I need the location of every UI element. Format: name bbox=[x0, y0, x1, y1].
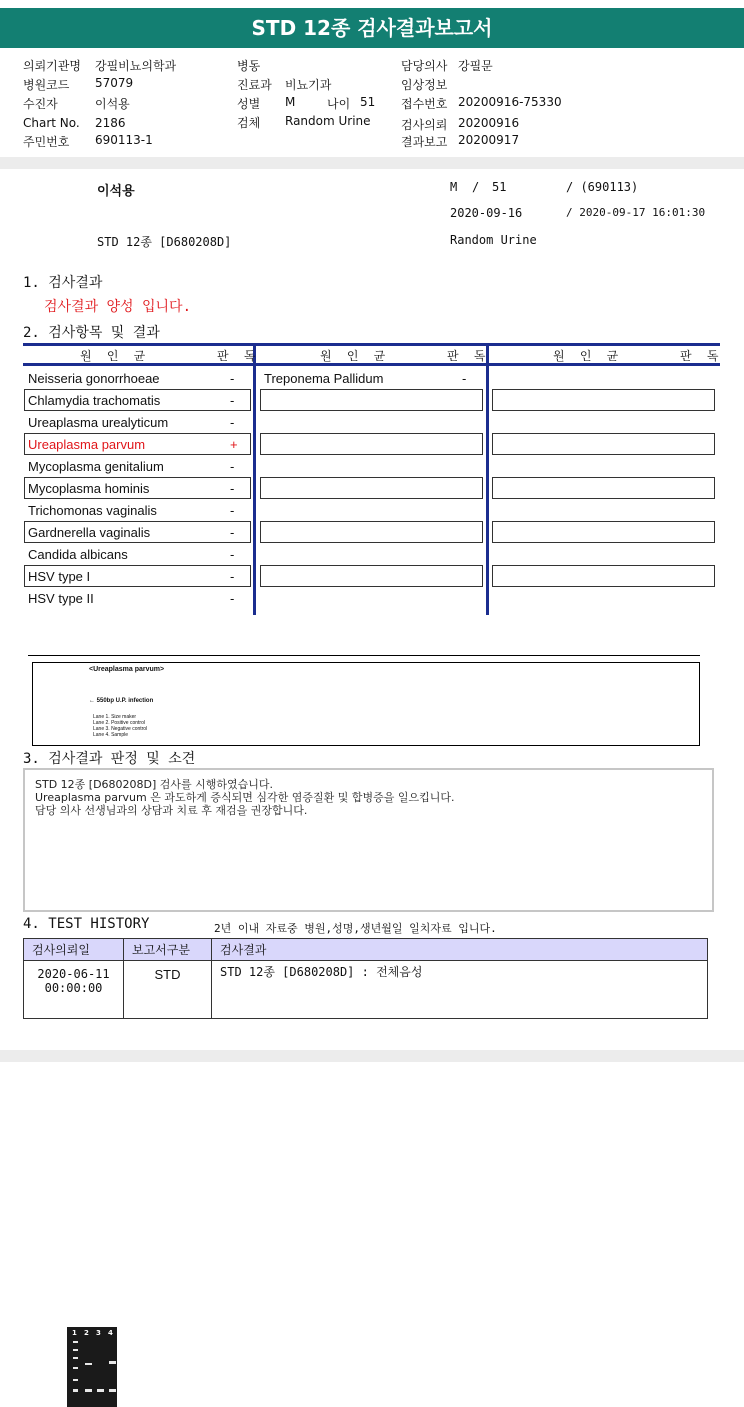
pathogen-name: Treponema Pallidum bbox=[264, 371, 384, 386]
col3-label-4: 결과보고 bbox=[401, 135, 448, 149]
row-box-col2 bbox=[260, 565, 483, 587]
col3-label-3: 검사의뢰 bbox=[401, 118, 448, 132]
gel-band bbox=[73, 1341, 78, 1343]
pathogen-name: Ureaplasma urealyticum bbox=[28, 415, 169, 430]
gel-legend-item: Lane 2. Positive control bbox=[93, 720, 145, 726]
pathogen-result: - bbox=[230, 393, 235, 408]
patient-age: 51 bbox=[492, 180, 507, 194]
col1-label-2: 수진자 bbox=[23, 97, 58, 111]
age-value: 51 bbox=[360, 95, 376, 109]
pathogen-result: - bbox=[230, 591, 235, 606]
age-label: 나이 bbox=[327, 97, 351, 111]
pathogen-result: - bbox=[230, 415, 235, 430]
history-table bbox=[23, 938, 708, 1019]
col3-label-1: 임상정보 bbox=[401, 78, 448, 92]
col1-value-4: 690113-1 bbox=[95, 133, 153, 147]
pathogen-result: - bbox=[230, 459, 235, 474]
col1-label-4: 주민번호 bbox=[23, 135, 70, 149]
grid-top-line bbox=[23, 343, 720, 346]
col2-value-1: 비뇨기과 bbox=[285, 78, 332, 92]
gel-title: <Ureaplasma parvum> bbox=[89, 666, 165, 673]
gel-band bbox=[73, 1389, 78, 1392]
patient-sex: M bbox=[450, 180, 458, 194]
col1-value-1: 57079 bbox=[95, 76, 134, 90]
section3-title: 3. 검사결과 판정 및 소견 bbox=[23, 751, 196, 767]
history-note: 2년 이내 자료중 병원,성명,생년월일 일치자료 입니다. bbox=[214, 922, 497, 935]
gel-band bbox=[109, 1389, 116, 1392]
gel-band bbox=[85, 1389, 92, 1392]
history-header-date: 검사의뢰일 bbox=[24, 939, 124, 961]
test-name: STD 12종 [D680208D] bbox=[97, 235, 232, 249]
col3-label-0: 담당의사 bbox=[401, 59, 448, 73]
request-date: 2020-09-16 bbox=[450, 206, 523, 220]
col1-label-0: 의뢰기관명 bbox=[23, 59, 81, 73]
col-judge-2: 판 독 bbox=[447, 349, 490, 363]
col-judge-1: 판 독 bbox=[217, 349, 260, 363]
gel-band bbox=[109, 1361, 116, 1364]
row-box-col3 bbox=[492, 565, 715, 587]
report-title: STD 12종 검사결과보고서 bbox=[0, 8, 744, 48]
col-judge-3: 판 독 bbox=[680, 349, 723, 363]
pathogen-name: Neisseria gonorrhoeae bbox=[28, 371, 160, 386]
col3-value-0: 강필문 bbox=[458, 59, 493, 73]
pathogen-result: - bbox=[230, 371, 235, 386]
history-time: 00:00:00 bbox=[44, 981, 103, 995]
section1-title: 1. 검사결과 bbox=[23, 275, 103, 291]
pathogen-result: - bbox=[462, 371, 467, 386]
comment-box bbox=[23, 768, 714, 912]
pathogen-name: Gardnerella vaginalis bbox=[28, 525, 151, 540]
gel-band bbox=[85, 1363, 92, 1365]
pathogen-result: - bbox=[230, 547, 235, 562]
row-box-col2 bbox=[260, 477, 483, 499]
col2-label-3: 검체 bbox=[237, 116, 261, 130]
col-pathogen-2: 원 인 균 bbox=[320, 349, 390, 363]
patient-name: 이석용 bbox=[97, 184, 135, 199]
gel-band bbox=[97, 1389, 104, 1392]
pathogen-result: - bbox=[230, 481, 235, 496]
pathogen-name: Trichomonas vaginalis bbox=[28, 503, 157, 518]
history-row bbox=[24, 961, 708, 1019]
section4-title: 4. TEST HISTORY bbox=[23, 916, 150, 932]
col2-value-3: Random Urine bbox=[285, 114, 371, 128]
gel-lane-number: 2 bbox=[84, 1329, 89, 1337]
section1-result: 검사결과 양성 입니다. bbox=[44, 299, 192, 315]
gel-lane-number: 3 bbox=[96, 1329, 101, 1337]
grid-divider-2 bbox=[486, 343, 489, 615]
gel-legend-item: Lane 3. Negative control bbox=[93, 726, 148, 732]
col3-value-2: 20200916-75330 bbox=[458, 95, 562, 109]
grid-divider-1 bbox=[253, 343, 256, 615]
comment-line: Ureaplasma parvum 은 과도하게 증식되면 심각한 염증질환 및 합병증을 일으킵니다. bbox=[35, 791, 455, 804]
row-box-col2 bbox=[260, 521, 483, 543]
row-box-col3 bbox=[492, 477, 715, 499]
col3-value-4: 20200917 bbox=[458, 133, 520, 147]
col-pathogen-1: 원 인 균 bbox=[80, 349, 150, 363]
gel-band bbox=[73, 1367, 78, 1369]
row-box-col2 bbox=[260, 433, 483, 455]
gel-band bbox=[73, 1379, 78, 1381]
history-date: 2020-06-11 bbox=[37, 967, 110, 981]
pathogen-name: Candida albicans bbox=[28, 547, 128, 562]
gel-legend bbox=[93, 714, 147, 738]
pathogen-result: + bbox=[230, 437, 238, 452]
col3-value-3: 20200916 bbox=[458, 116, 520, 130]
history-header-type: 보고서구분 bbox=[124, 939, 212, 961]
history-date-cell bbox=[24, 961, 124, 1019]
comment-line: 담당 의사 선생님과의 상담과 치료 후 재검을 권장합니다. bbox=[35, 804, 308, 817]
col2-value-2: M bbox=[285, 95, 296, 109]
pathogen-result: - bbox=[230, 503, 235, 518]
history-type: STD bbox=[124, 961, 212, 1019]
specimen: Random Urine bbox=[450, 233, 537, 247]
pathogen-name: HSV type I bbox=[28, 569, 91, 584]
gel-legend-item: Lane 4. Sample bbox=[93, 732, 129, 738]
pathogen-name: Ureaplasma parvum bbox=[28, 437, 146, 452]
slash-separator: / bbox=[472, 180, 480, 194]
row-box-col2 bbox=[260, 389, 483, 411]
pathogen-result: - bbox=[230, 569, 235, 584]
pathogen-result: - bbox=[230, 525, 235, 540]
pathogen-name: HSV type II bbox=[28, 591, 94, 606]
section2-title: 2. 검사항목 및 결과 bbox=[23, 325, 160, 341]
col3-label-2: 접수번호 bbox=[401, 97, 448, 111]
col2-label-2: 성별 bbox=[237, 97, 261, 111]
gel-band bbox=[73, 1349, 78, 1351]
gel-arrow-label: ← 550bp U.P. infection bbox=[89, 698, 154, 704]
report-datetime: / 2020-09-17 16:01:30 bbox=[566, 206, 706, 219]
col1-label-1: 병원코드 bbox=[23, 78, 70, 92]
col1-value-2: 이석용 bbox=[95, 97, 130, 111]
gel-electrophoresis-image bbox=[67, 1327, 117, 1407]
pathogen-name: Mycoplasma hominis bbox=[28, 481, 150, 496]
col1-value-0: 강필비뇨의학과 bbox=[95, 59, 177, 73]
patient-birth: / (690113) bbox=[566, 180, 639, 194]
footer-band bbox=[0, 1050, 744, 1062]
col2-label-1: 진료과 bbox=[237, 78, 272, 92]
gel-legend-item: Lane 1. Size maker bbox=[93, 714, 137, 720]
gel-lane-number: 4 bbox=[108, 1329, 113, 1337]
comment-line: STD 12종 [D680208D] 검사를 시행하였습니다. bbox=[35, 778, 274, 791]
row-box-col3 bbox=[492, 389, 715, 411]
col1-label-3: Chart No. bbox=[23, 116, 80, 130]
header-info bbox=[0, 52, 744, 156]
row-box-col3 bbox=[492, 521, 715, 543]
row-box-col3 bbox=[492, 433, 715, 455]
pathogen-name: Mycoplasma genitalium bbox=[28, 459, 164, 474]
gel-lane-number: 1 bbox=[72, 1329, 77, 1337]
col1-value-3: 2186 bbox=[95, 116, 126, 130]
history-result: STD 12종 [D680208D] : 전체음성 bbox=[212, 961, 708, 1019]
history-header-result: 검사결과 bbox=[212, 939, 708, 961]
col2-label-0: 병동 bbox=[237, 59, 261, 73]
separator-band bbox=[0, 157, 744, 169]
col-pathogen-3: 원 인 균 bbox=[553, 349, 623, 363]
gel-top-line bbox=[28, 655, 700, 656]
pathogen-name: Chlamydia trachomatis bbox=[28, 393, 161, 408]
gel-band bbox=[73, 1357, 78, 1359]
